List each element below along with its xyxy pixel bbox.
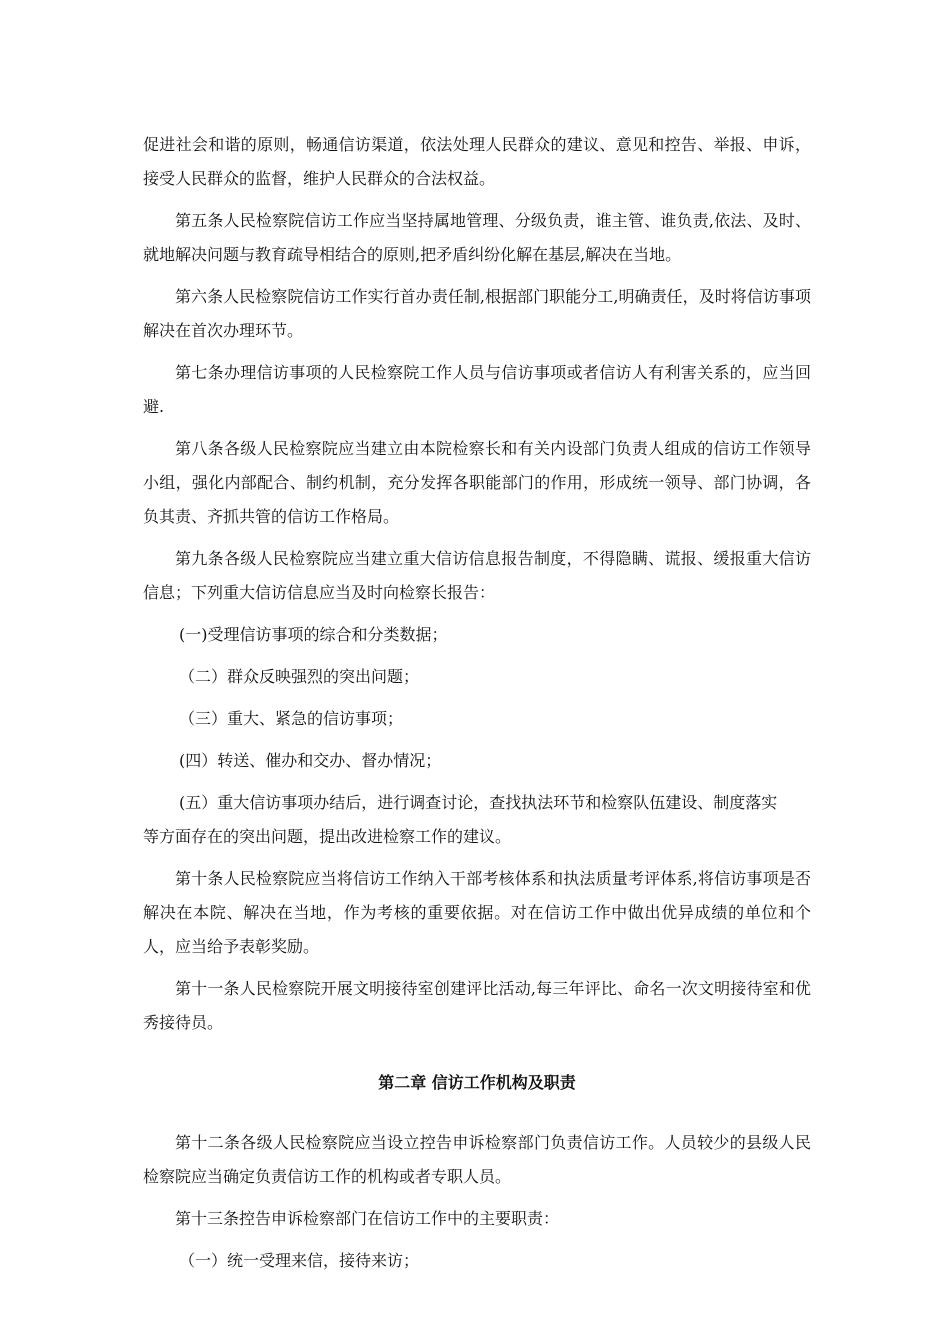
- article-9-item-5-first-line: (五）重大信访事项办结后，进行调查讨论，查找执法环节和检察队伍建设、制度落实: [179, 793, 778, 812]
- article-9-item-5-continuation: 等方面存在的突出问题，提出改进检察工作的建议。: [143, 827, 512, 846]
- article-10: 第十条人民检察院应当将信访工作纳入干部考核体系和执法质量考评体系,将信访事项是否解决在本院、解决在当地，作为考核的重要依据。对在信访工作中做出优异成绩的单位和个人，应当给予表彰奖励。: [143, 869, 811, 956]
- article-5: 第五条人民检察院信访工作应当坚持属地管理、分级负责，谁主管、谁负责,依法、及时、就地解决问题与教育疏导相结合的原则,把矛盾纠纷化解在基层,解决在当地。: [143, 211, 811, 264]
- document-body: [143, 128, 811, 1286]
- paragraph-intro: 促进社会和谐的原则，畅通信访渠道，依法处理人民群众的建议、意见和控告、举报、申诉，接受人民群众的监督，维护人民群众的合法权益。: [143, 135, 811, 188]
- article-12: 第十二条各级人民检察院应当设立控告申诉检察部门负责信访工作。人员较少的县级人民检察院应当确定负责信访工作的机构或者专职人员。: [143, 1133, 811, 1186]
- article-9-item-5: [143, 786, 811, 854]
- article-11: 第十一条人民检察院开展文明接待室创建评比活动,每三年评比、命名一次文明接待室和优秀接待员。: [143, 979, 811, 1032]
- article-13-item-1: （一）统一受理来信，接待来访；: [179, 1251, 420, 1270]
- chapter-2-heading: 第二章 信访工作机构及职责: [378, 1073, 576, 1092]
- article-9-item-3: （三）重大、紧急的信访事项；: [179, 709, 404, 728]
- article-13: 第十三条控告申诉检察部门在信访工作中的主要职责：: [175, 1209, 560, 1228]
- article-6: 第六条人民检察院信访工作实行首办责任制,根据部门职能分工,明确责任，及时将信访事项解决在首次办理环节。: [143, 287, 811, 340]
- article-9-item-1: (一)受理信访事项的综合和分类数据；: [179, 625, 448, 644]
- article-9-item-2: （二）群众反映强烈的突出问题；: [179, 667, 420, 686]
- article-9-item-4: (四）转送、催办和交办、督办情况；: [179, 751, 442, 770]
- article-8: 第八条各级人民检察院应当建立由本院检察长和有关内设部门负责人组成的信访工作领导小组，强化内部配合、制约机制，充分发挥各职能部门的作用，形成统一领导、部门协调，各负其责、齐抓共管的信访工作格局。: [143, 439, 811, 526]
- article-9: 第九条各级人民检察院应当建立重大信访信息报告制度，不得隐瞒、谎报、缓报重大信访信息；下列重大信访信息应当及时向检察长报告：: [143, 549, 811, 602]
- article-7: 第七条办理信访事项的人民检察院工作人员与信访事项或者信访人有利害关系的，应当回避.: [143, 363, 811, 416]
